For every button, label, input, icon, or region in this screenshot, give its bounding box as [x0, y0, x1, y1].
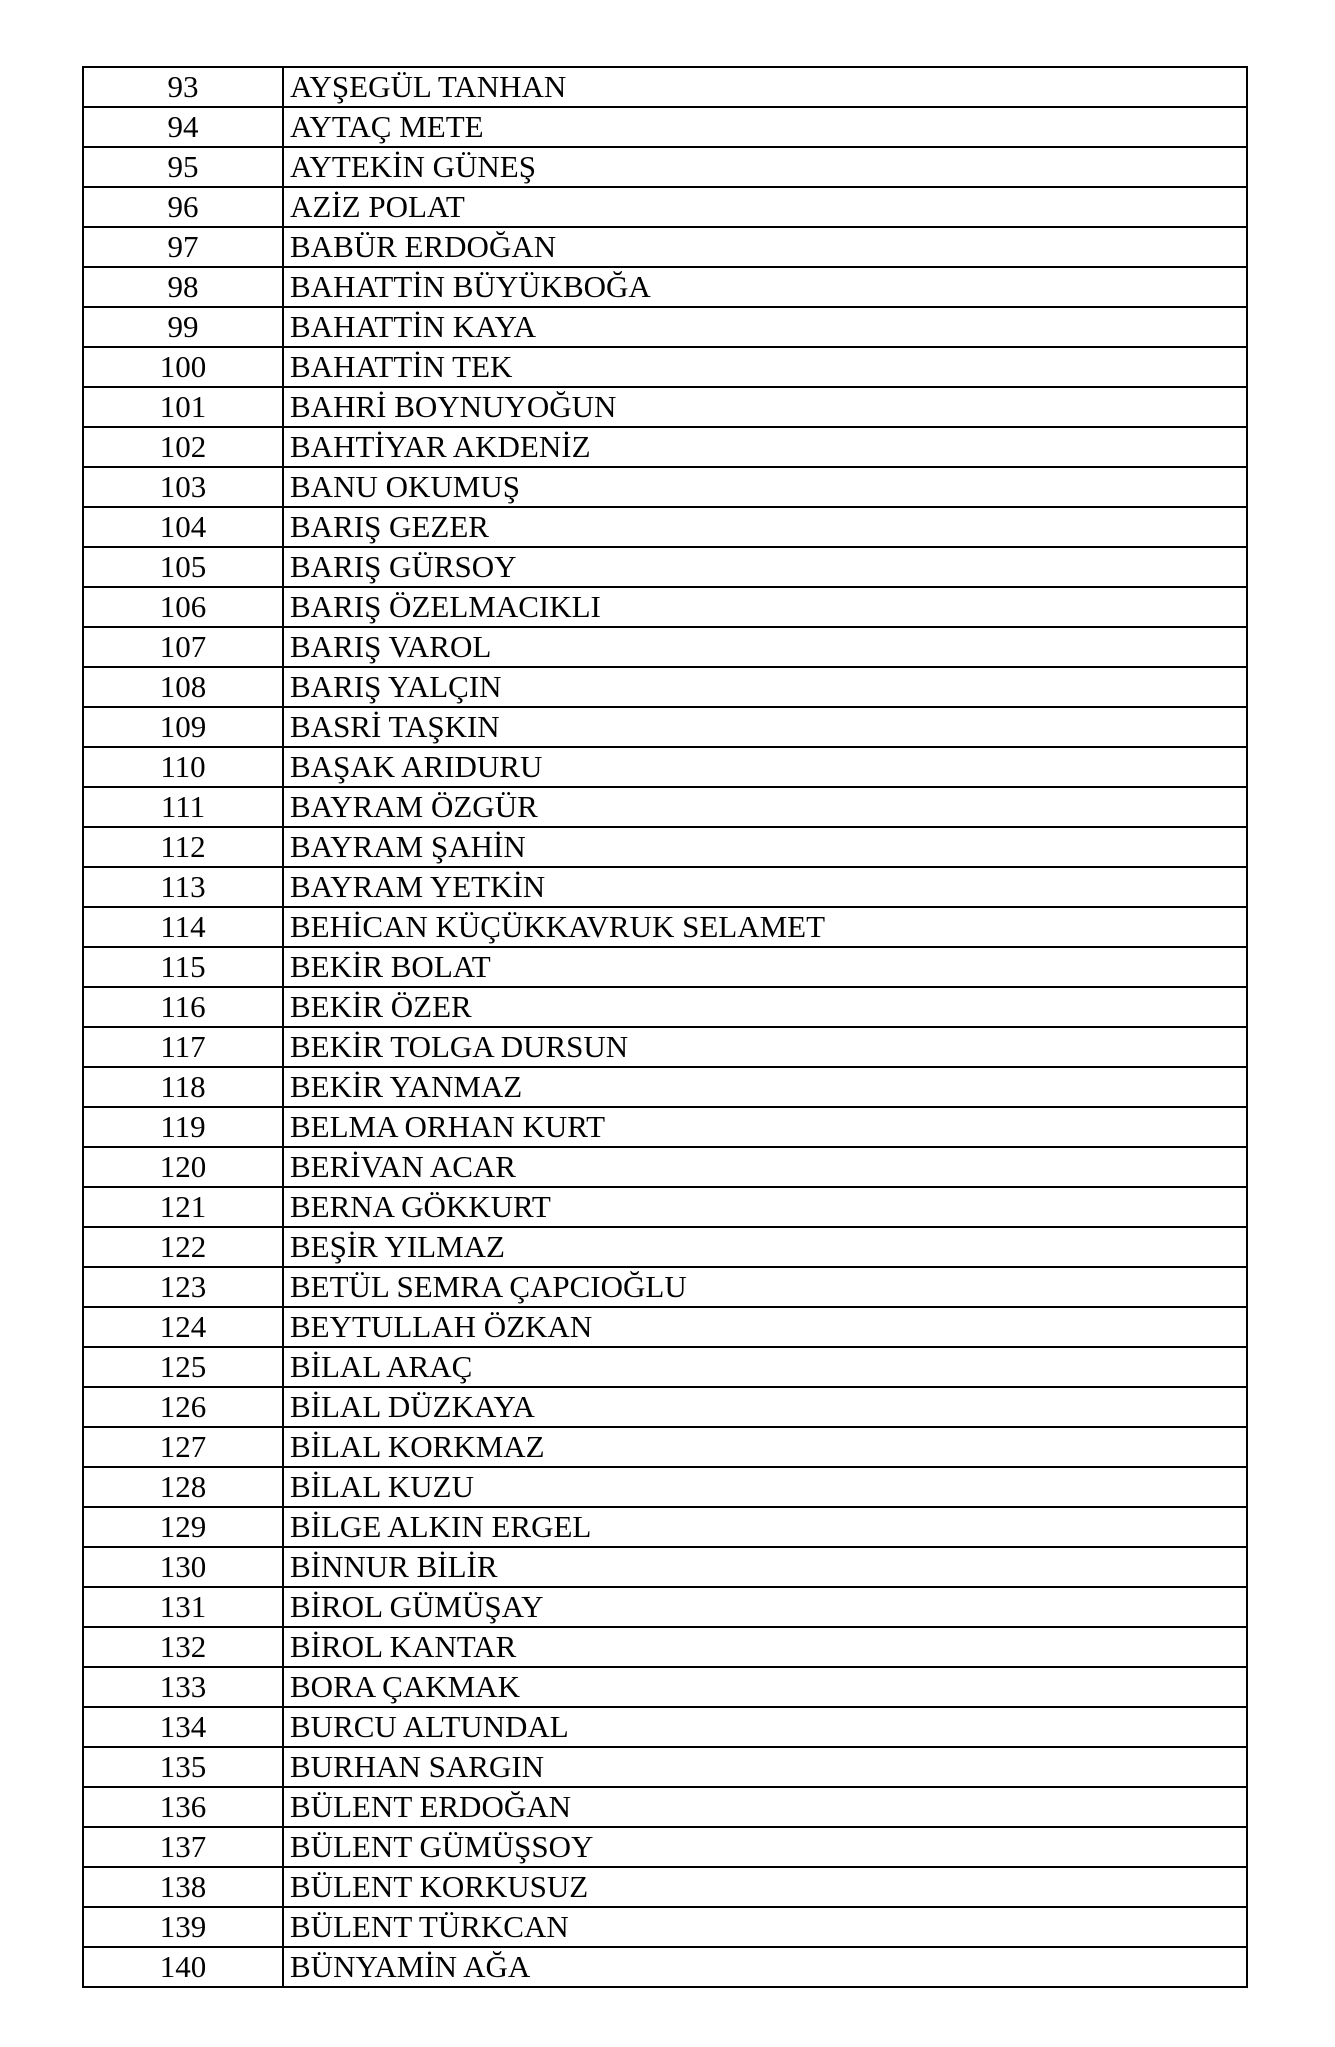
row-number: 119	[83, 1107, 283, 1147]
row-number: 123	[83, 1267, 283, 1307]
person-name: BARIŞ GÜRSOY	[283, 547, 1247, 587]
row-number: 140	[83, 1947, 283, 1987]
row-number: 95	[83, 147, 283, 187]
person-name: BERNA GÖKKURT	[283, 1187, 1247, 1227]
table-row	[83, 747, 1247, 787]
row-number: 134	[83, 1707, 283, 1747]
table-row	[83, 1827, 1247, 1867]
row-number: 105	[83, 547, 283, 587]
person-name: BETÜL SEMRA ÇAPCIOĞLU	[283, 1267, 1247, 1307]
person-name: BURCU ALTUNDAL	[283, 1707, 1247, 1747]
row-number: 93	[83, 67, 283, 107]
person-name: BAHRİ BOYNUYOĞUN	[283, 387, 1247, 427]
table-row	[83, 1947, 1247, 1987]
person-name: BABÜR ERDOĞAN	[283, 227, 1247, 267]
person-name: BEKİR YANMAZ	[283, 1067, 1247, 1107]
row-number: 111	[83, 787, 283, 827]
table-row	[83, 1747, 1247, 1787]
row-number: 107	[83, 627, 283, 667]
person-name: BERİVAN ACAR	[283, 1147, 1247, 1187]
table-row	[83, 387, 1247, 427]
table-row	[83, 1627, 1247, 1667]
row-number: 132	[83, 1627, 283, 1667]
row-number: 112	[83, 827, 283, 867]
person-name: BARIŞ VAROL	[283, 627, 1247, 667]
table-row	[83, 1187, 1247, 1227]
row-number: 116	[83, 987, 283, 1027]
person-name: AYTAÇ METE	[283, 107, 1247, 147]
row-number: 114	[83, 907, 283, 947]
name-list-table	[82, 66, 1248, 1988]
row-number: 113	[83, 867, 283, 907]
row-number: 122	[83, 1227, 283, 1267]
row-number: 135	[83, 1747, 283, 1787]
row-number: 125	[83, 1347, 283, 1387]
person-name: BAHATTİN KAYA	[283, 307, 1247, 347]
row-number: 115	[83, 947, 283, 987]
row-number: 117	[83, 1027, 283, 1067]
row-number: 124	[83, 1307, 283, 1347]
person-name: BEYTULLAH ÖZKAN	[283, 1307, 1247, 1347]
row-number: 126	[83, 1387, 283, 1427]
row-number: 104	[83, 507, 283, 547]
row-number: 100	[83, 347, 283, 387]
table-row	[83, 67, 1247, 107]
row-number: 94	[83, 107, 283, 147]
table-row	[83, 1787, 1247, 1827]
person-name: BİLGE ALKIN ERGEL	[283, 1507, 1247, 1547]
table-row	[83, 987, 1247, 1027]
person-name: BEKİR TOLGA DURSUN	[283, 1027, 1247, 1067]
row-number: 131	[83, 1587, 283, 1627]
row-number: 129	[83, 1507, 283, 1547]
row-number: 139	[83, 1907, 283, 1947]
table-row	[83, 1867, 1247, 1907]
table-body	[83, 67, 1247, 1987]
table-row	[83, 227, 1247, 267]
row-number: 128	[83, 1467, 283, 1507]
person-name: BAHTİYAR AKDENİZ	[283, 427, 1247, 467]
person-name: BÜLENT GÜMÜŞSOY	[283, 1827, 1247, 1867]
table-row	[83, 107, 1247, 147]
person-name: BARIŞ GEZER	[283, 507, 1247, 547]
table-row	[83, 907, 1247, 947]
table-row	[83, 827, 1247, 867]
table-row	[83, 507, 1247, 547]
person-name: BEHİCAN KÜÇÜKKAVRUK SELAMET	[283, 907, 1247, 947]
person-name: BARIŞ YALÇIN	[283, 667, 1247, 707]
table-row	[83, 1067, 1247, 1107]
table-row	[83, 347, 1247, 387]
row-number: 137	[83, 1827, 283, 1867]
person-name: AZİZ POLAT	[283, 187, 1247, 227]
table-row	[83, 1227, 1247, 1267]
table-row	[83, 707, 1247, 747]
table-row	[83, 1507, 1247, 1547]
person-name: BAŞAK ARIDURU	[283, 747, 1247, 787]
person-name: BÜLENT KORKUSUZ	[283, 1867, 1247, 1907]
person-name: BANU OKUMUŞ	[283, 467, 1247, 507]
person-name: BİLAL DÜZKAYA	[283, 1387, 1247, 1427]
person-name: BEKİR BOLAT	[283, 947, 1247, 987]
person-name: BAYRAM ŞAHİN	[283, 827, 1247, 867]
table-row	[83, 1387, 1247, 1427]
person-name: BİROL GÜMÜŞAY	[283, 1587, 1247, 1627]
person-name: BAYRAM YETKİN	[283, 867, 1247, 907]
row-number: 130	[83, 1547, 283, 1587]
person-name: BARIŞ ÖZELMACIKLI	[283, 587, 1247, 627]
table-row	[83, 867, 1247, 907]
person-name: BORA ÇAKMAK	[283, 1667, 1247, 1707]
person-name: AYŞEGÜL TANHAN	[283, 67, 1247, 107]
table-row	[83, 467, 1247, 507]
person-name: BAHATTİN TEK	[283, 347, 1247, 387]
table-row	[83, 1267, 1247, 1307]
person-name: BASRİ TAŞKIN	[283, 707, 1247, 747]
table-row	[83, 947, 1247, 987]
row-number: 127	[83, 1427, 283, 1467]
row-number: 103	[83, 467, 283, 507]
table-row	[83, 627, 1247, 667]
table-row	[83, 1547, 1247, 1587]
row-number: 109	[83, 707, 283, 747]
person-name: BİLAL KORKMAZ	[283, 1427, 1247, 1467]
person-name: BEKİR ÖZER	[283, 987, 1247, 1027]
row-number: 106	[83, 587, 283, 627]
person-name: BURHAN SARGIN	[283, 1747, 1247, 1787]
person-name: BİLAL KUZU	[283, 1467, 1247, 1507]
table-row	[83, 1907, 1247, 1947]
person-name: BAYRAM ÖZGÜR	[283, 787, 1247, 827]
row-number: 110	[83, 747, 283, 787]
table-row	[83, 787, 1247, 827]
person-name: BİROL KANTAR	[283, 1627, 1247, 1667]
row-number: 101	[83, 387, 283, 427]
person-name: BEŞİR YILMAZ	[283, 1227, 1247, 1267]
row-number: 96	[83, 187, 283, 227]
person-name: BÜLENT TÜRKCAN	[283, 1907, 1247, 1947]
row-number: 121	[83, 1187, 283, 1227]
person-name: AYTEKİN GÜNEŞ	[283, 147, 1247, 187]
table-row	[83, 1587, 1247, 1627]
person-name: BİLAL ARAÇ	[283, 1347, 1247, 1387]
table-row	[83, 1147, 1247, 1187]
person-name: BİNNUR BİLİR	[283, 1547, 1247, 1587]
row-number: 102	[83, 427, 283, 467]
table-row	[83, 147, 1247, 187]
table-row	[83, 1427, 1247, 1467]
person-name: BÜLENT ERDOĞAN	[283, 1787, 1247, 1827]
table-row	[83, 1467, 1247, 1507]
table-row	[83, 667, 1247, 707]
table-row	[83, 187, 1247, 227]
table-row	[83, 1027, 1247, 1067]
table-row	[83, 307, 1247, 347]
row-number: 99	[83, 307, 283, 347]
table-row	[83, 1707, 1247, 1747]
row-number: 136	[83, 1787, 283, 1827]
row-number: 120	[83, 1147, 283, 1187]
person-name: BELMA ORHAN KURT	[283, 1107, 1247, 1147]
table-row	[83, 267, 1247, 307]
table-row	[83, 587, 1247, 627]
row-number: 133	[83, 1667, 283, 1707]
row-number: 97	[83, 227, 283, 267]
table-row	[83, 547, 1247, 587]
person-name: BÜNYAMİN AĞA	[283, 1947, 1247, 1987]
row-number: 118	[83, 1067, 283, 1107]
table-row	[83, 1307, 1247, 1347]
row-number: 108	[83, 667, 283, 707]
table-row	[83, 1107, 1247, 1147]
row-number: 98	[83, 267, 283, 307]
table-row	[83, 1347, 1247, 1387]
row-number: 138	[83, 1867, 283, 1907]
person-name: BAHATTİN BÜYÜKBOĞA	[283, 267, 1247, 307]
table-row	[83, 1667, 1247, 1707]
table-row	[83, 427, 1247, 467]
